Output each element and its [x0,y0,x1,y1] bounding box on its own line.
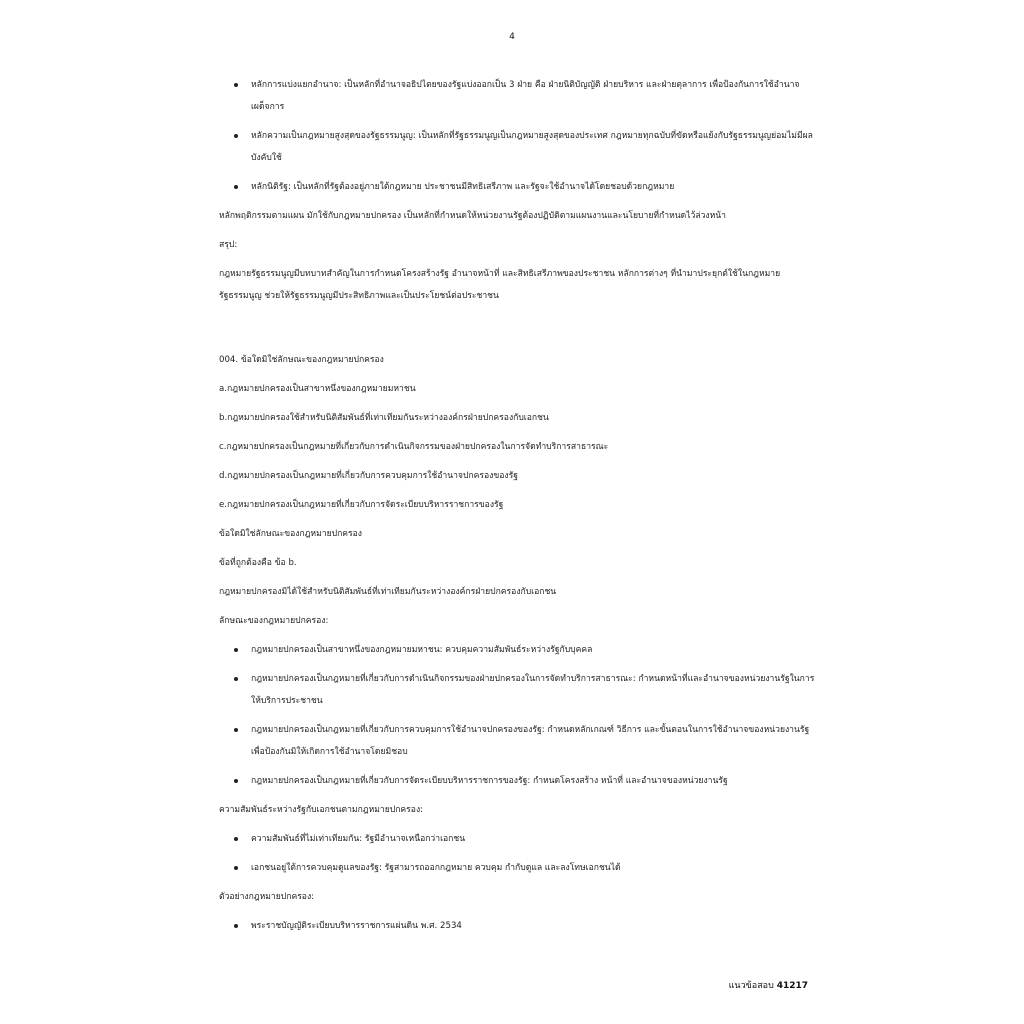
list-item [219,125,819,169]
examples-label: ตัวอย่างกฎหมายปกครอง: [219,892,315,902]
relationship-label: ความสัมพันธ์ระหว่างรัฐกับเอกชนตามกฎหมายปกครอง: [219,805,424,815]
summary-label: สรุป: [219,240,238,250]
footer-label: แนวข้อสอบ [728,981,774,991]
choice-a: a.กฎหมายปกครองเป็นสาขาหนึ่งของกฎหมายมหาชน [219,384,416,394]
list-item-text: หลักความเป็นกฎหมายสูงสุดของรัฐธรรมนูญ: เป็นหลักที่รัฐธรรมนูญเป็นกฎหมายสูงสุดของประเทศ กฎหมายทุกฉบับที่ขัดหรือแย้งกับรัฐธรรมนูญย่อมไม่มีผลบังคับใช้ [251,131,813,163]
list-item-text: หลักนิติรัฐ: เป็นหลักที่รัฐต้องอยู่ภายใต้กฎหมาย ประชาชนมีสิทธิเสรีภาพ และรัฐจะใช้อำนาจได้โดยชอบด้วยกฎหมาย [251,182,675,192]
bullet-dot-icon [234,134,238,138]
list-item [219,176,819,198]
list-item-text: กฎหมายปกครองเป็นกฎหมายที่เกี่ยวกับการดำเนินกิจกรรมของฝ่ายปกครองในการจัดทำบริการสาธารณะ: กำหนดหน้าที่และอำนาจของหน่วยงานรัฐในการให้บริการประชาชน [251,674,815,706]
section-gap [219,314,819,349]
list-item [219,639,819,661]
footer-code: 41217 [776,981,808,991]
relationship-list [219,828,819,879]
list-item [219,915,819,937]
bullet-dot-icon [234,779,238,783]
list-item [219,719,819,763]
summary-paragraph: กฎหมายรัฐธรรมนูญมีบทบาทสำคัญในการกำหนดโครงสร้างรัฐ อำนาจหน้าที่ และสิทธิเสรีภาพของประชาชน หลักการต่างๆ ที่นำมาประยุกต์ใช้ในกฎหมายรัฐธรรมนูญ ช่วยให้รัฐธรรมนูญมีประสิทธิภาพและเป็นประโยชน์ต่อประชาชน [219,269,781,301]
list-item-text: หลักการแบ่งแยกอำนาจ: เป็นหลักที่อำนาจอธิปไตยของรัฐแบ่งออกเป็น 3 ฝ่าย คือ ฝ่ายนิติบัญญัติ ฝ่ายบริหาร และฝ่ายตุลาการ เพื่อป้องกันการใช้อำนาจเผด็จการ [251,80,800,112]
bullet-dot-icon [234,728,238,732]
document-body [219,74,819,944]
list-item-text: กฎหมายปกครองเป็นสาขาหนึ่งของกฎหมายมหาชน: ควบคุมความสัมพันธ์ระหว่างรัฐกับบุคคล [251,645,593,655]
bullet-dot-icon [234,648,238,652]
examples-list [219,915,819,937]
list-item [219,857,819,879]
characteristics-list [219,639,819,792]
list-item [219,668,819,712]
choice-b: b.กฎหมายปกครองใช้สำหรับนิติสัมพันธ์ที่เท่าเทียมกันระหว่างองค์กรฝ่ายปกครองกับเอกชน [219,413,549,423]
bullet-dot-icon [234,924,238,928]
list-item-text: เอกชนอยู่ใต้การควบคุมดูแลของรัฐ: รัฐสามารถออกกฎหมาย ควบคุม กำกับดูแล และลงโทษเอกชนได้ [251,863,621,873]
answer-explanation: กฎหมายปกครองมิได้ใช้สำหรับนิติสัมพันธ์ที่เท่าเทียมกันระหว่างองค์กรฝ่ายปกครองกับเอกชน [219,587,557,597]
principles-list [219,74,819,198]
answer-line: ข้อที่ถูกต้องคือ ข้อ b. [219,558,297,568]
page-footer [729,978,808,992]
list-item [219,770,819,792]
characteristics-label: ลักษณะของกฎหมายปกครอง: [219,616,329,626]
list-item [219,828,819,850]
bullet-dot-icon [234,677,238,681]
bullet-dot-icon [234,866,238,870]
question-restate: ข้อใดมิใช่ลักษณะของกฎหมายปกครอง [219,529,363,539]
bullet-dot-icon [234,837,238,841]
list-item [219,74,819,118]
list-item-text: พระราชบัญญัติระเบียบบริหารราชการแผ่นดิน พ.ศ. 2534 [251,921,462,931]
choice-d: d.กฎหมายปกครองเป็นกฎหมายที่เกี่ยวกับการควบคุมการใช้อำนาจปกครองของรัฐ [219,471,518,481]
bullet-dot-icon [234,83,238,87]
list-item-text: กฎหมายปกครองเป็นกฎหมายที่เกี่ยวกับการจัดระเบียบบริหารราชการของรัฐ: กำหนดโครงสร้าง หน้าที่ และอำนาจของหน่วยงานรัฐ [251,776,728,786]
question-title: 004. ข้อใดมิใช่ลักษณะของกฎหมายปกครอง [219,355,384,365]
choice-e: e.กฎหมายปกครองเป็นกฎหมายที่เกี่ยวกับการจัดระเบียบบริหารราชการของรัฐ [219,500,504,510]
list-item-text: กฎหมายปกครองเป็นกฎหมายที่เกี่ยวกับการควบคุมการใช้อำนาจปกครองของรัฐ: กำหนดหลักเกณฑ์ วิธีการ และขั้นตอนในการใช้อำนาจของหน่วยงานรัฐ เพื่อป้องกันมิให้เกิดการใช้อำนาจโดยมิชอบ [251,725,810,757]
page-number: 4 [509,32,515,42]
bullet-dot-icon [234,185,238,189]
choice-c: c.กฎหมายปกครองเป็นกฎหมายที่เกี่ยวกับการดำเนินกิจกรรมของฝ่ายปกครองในการจัดทำบริการสาธารณะ [219,442,609,452]
list-item-text: ความสัมพันธ์ที่ไม่เท่าเทียมกัน: รัฐมีอำนาจเหนือกว่าเอกชน [251,834,466,844]
policy-paragraph: หลักพฤติกรรมตามแผน มักใช้กับกฎหมายปกครอง เป็นหลักที่กำหนดให้หน่วยงานรัฐต้องปฏิบัติตามแผนงานและนโยบายที่กำหนดไว้ล่วงหน้า [219,211,726,221]
